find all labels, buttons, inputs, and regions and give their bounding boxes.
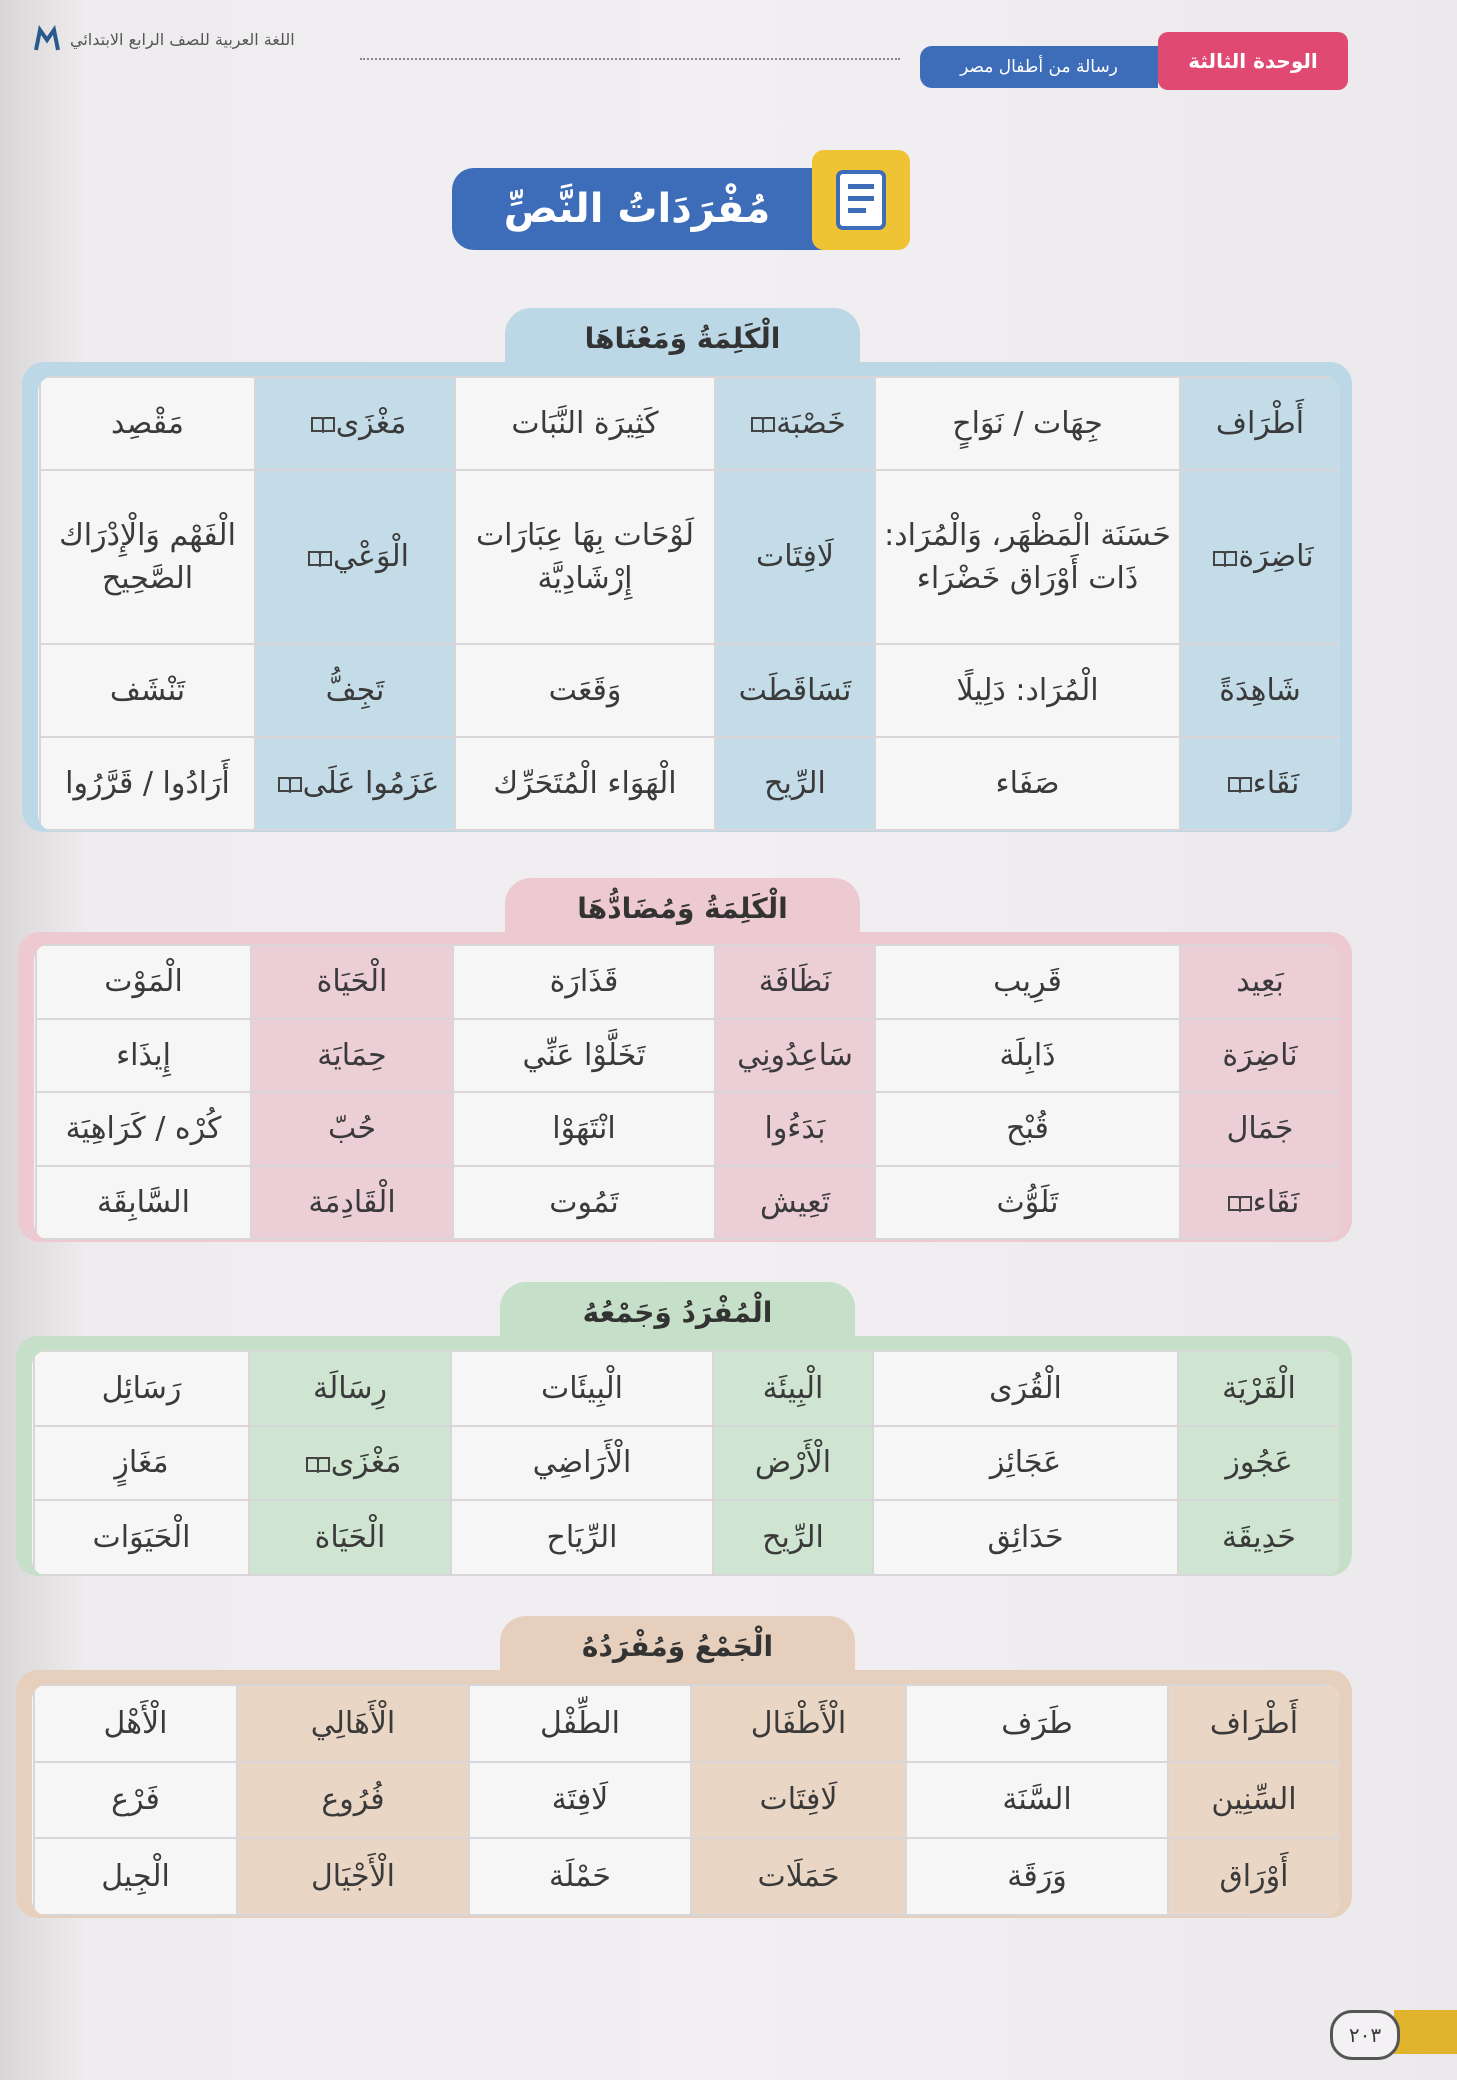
table-cell [453, 1166, 715, 1240]
table-row [36, 1019, 1340, 1093]
opposites-table [34, 944, 1340, 1240]
table-cell [34, 1426, 249, 1501]
table-row [34, 1500, 1340, 1575]
cell-text: الْفَهْم وَالْإِدْرَاك الصَّحِيح [59, 517, 236, 597]
table-cell [1180, 737, 1340, 830]
cell-text: مَغْزَى [335, 405, 407, 441]
table-cell [237, 1685, 469, 1762]
cell-text: إِيذَاء [116, 1037, 171, 1073]
cell-text: تَخَلَّوْا عَنِّي [522, 1037, 646, 1073]
cell-text: سَاعِدُونِي [737, 1037, 853, 1073]
header-divider [360, 58, 900, 60]
table-cell [255, 377, 455, 470]
cell-text: نَقَاء [1252, 1184, 1300, 1220]
plural-singular-table [32, 1684, 1340, 1916]
cell-text: الْأَرْض [754, 1445, 832, 1481]
table-cell [251, 1092, 453, 1166]
page-title: مُفْرَدَاتُ النَّصِّ [452, 168, 892, 250]
table-cell [875, 470, 1180, 644]
cell-text: حَدَائِق [987, 1519, 1064, 1555]
table-cell [40, 470, 255, 644]
singular-plural-table [32, 1350, 1340, 1576]
cell-text: لَوْحَات بِهَا عِبَارَات إِرْشَادِيَّة [475, 517, 695, 597]
table-cell [453, 1092, 715, 1166]
cell-text: نَاضِرَة [1238, 539, 1314, 575]
table-cell [34, 1351, 249, 1426]
table-cell [691, 1685, 906, 1762]
table-cell [34, 1762, 237, 1839]
table-cell [873, 1351, 1178, 1426]
cell-text: السِّنِين [1211, 1782, 1297, 1818]
book-icon [1227, 1194, 1253, 1212]
table-cell [715, 1166, 875, 1240]
table-cell [36, 945, 251, 1019]
table-cell [453, 945, 715, 1019]
cell-text: بَدَءُوا [764, 1111, 826, 1146]
table-cell [713, 1500, 873, 1575]
table-cell [691, 1762, 906, 1839]
table-cell [1180, 644, 1340, 737]
cell-text: أَرَادُوا / قَرَّرُوا [65, 765, 230, 801]
cell-text: قَرِيب [993, 964, 1062, 999]
cell-text: لَافِتَات [756, 539, 834, 575]
notebook-icon [812, 150, 910, 250]
cell-text: تَمُوت [549, 1184, 619, 1220]
table-row [40, 644, 1340, 737]
book-title: اللغة العربية للصف الرابع الابتدائي [70, 30, 295, 49]
table-cell [906, 1685, 1168, 1762]
cell-text: فُرُوع [321, 1782, 385, 1818]
table-row [36, 1166, 1340, 1240]
table-row [34, 1838, 1340, 1915]
cell-text: الْمَوْت [104, 964, 183, 999]
cell-text: الْأَطْفَال [750, 1705, 847, 1741]
cell-text: السَّنَة [1002, 1782, 1072, 1818]
cell-text: أَطْرَاف [1209, 1705, 1299, 1741]
meanings-title: الْكَلِمَةُ وَمَعْنَاهَا [505, 308, 860, 368]
table-cell [715, 945, 875, 1019]
table-cell [453, 1019, 715, 1093]
table-cell [1168, 1838, 1340, 1915]
cell-text: الْحَيَوَات [92, 1519, 191, 1555]
table-cell [469, 1838, 691, 1915]
table-cell [691, 1838, 906, 1915]
book-icon [277, 775, 303, 793]
cell-text: نَقَاء [1252, 765, 1300, 801]
table-cell [40, 644, 255, 737]
book-icon [750, 415, 776, 433]
cell-text: مَغْزَى [330, 1445, 402, 1481]
cell-text: حَمْلَة [549, 1858, 611, 1894]
table-row [34, 1351, 1340, 1426]
cell-text: تَنْشَف [109, 672, 186, 708]
cell-text: حَمَلَات [757, 1858, 840, 1894]
cell-text: عَجُوز [1225, 1445, 1293, 1481]
table-cell [36, 1019, 251, 1093]
table-cell [1180, 1019, 1340, 1093]
opposites-title: الْكَلِمَةُ وَمُضَادُّهَا [505, 878, 860, 938]
cell-text: قُبْح [1006, 1111, 1049, 1146]
table-cell [34, 1838, 237, 1915]
table-cell [251, 1166, 453, 1240]
cell-text: تَجِفُّ [325, 672, 385, 708]
table-cell [715, 644, 875, 737]
table-cell [455, 377, 715, 470]
table-row [40, 470, 1340, 644]
cell-text: جَمَال [1226, 1111, 1294, 1146]
table-cell [1180, 1166, 1340, 1240]
cell-text: طَرَف [1001, 1705, 1073, 1741]
lesson-label: رسالة من أطفال مصر [920, 46, 1158, 88]
cell-text: قَذَارَة [549, 964, 619, 999]
cell-text: خَصْبَة [776, 405, 846, 441]
table-cell [255, 644, 455, 737]
cell-text: الرِّيح [762, 1519, 824, 1555]
cell-text: شَاهِدَةً [1219, 672, 1301, 708]
cell-text: مَقْصِد [110, 405, 184, 441]
table-cell [713, 1351, 873, 1426]
cell-text: مَغَازٍ [114, 1445, 169, 1481]
cell-text: صَفَاء [995, 765, 1060, 801]
table-cell [715, 737, 875, 830]
table-cell [469, 1762, 691, 1839]
cell-text: الْقَادِمَة [308, 1184, 396, 1220]
cell-text: كُرْه / كَرَاهِيَة [65, 1111, 222, 1146]
table-cell [451, 1426, 713, 1501]
cell-text: حَسَنَة الْمَظْهَر، وَالْمُرَاد: ذَات أَوْرَاق خَضْرَاء [884, 517, 1171, 597]
table-cell [451, 1351, 713, 1426]
cell-text: انْتَهَوْا [552, 1111, 616, 1146]
cell-text: الْأَهَالِي [310, 1705, 396, 1741]
book-icon [307, 549, 333, 567]
table-cell [1180, 1092, 1340, 1166]
table-cell [906, 1838, 1168, 1915]
table-cell [34, 1500, 249, 1575]
cell-text: كَثِيرَة النَّبَات [511, 405, 659, 441]
cell-text: أَوْرَاق [1219, 1858, 1289, 1894]
cell-text: لَافِتَة [551, 1782, 609, 1818]
table-cell [469, 1685, 691, 1762]
table-cell [455, 470, 715, 644]
cell-text: تَسَاقَطَت [738, 672, 852, 708]
cell-text: الْبِيئَة [762, 1370, 824, 1406]
cell-text: فَرْع [111, 1782, 160, 1818]
table-cell [249, 1500, 451, 1575]
table-cell [34, 1685, 237, 1762]
cell-text: لَافِتَات [759, 1782, 838, 1818]
table-cell [875, 1019, 1180, 1093]
table-cell [1180, 945, 1340, 1019]
table-cell [873, 1500, 1178, 1575]
table-cell [715, 1092, 875, 1166]
table-row [34, 1685, 1340, 1762]
table-cell [715, 470, 875, 644]
cell-text: حُبّ [327, 1111, 376, 1146]
table-cell [36, 1166, 251, 1240]
table-cell [455, 644, 715, 737]
cell-text: عَزَمُوا عَلَى [302, 765, 440, 801]
cell-text: الرِّيَاح [546, 1519, 618, 1555]
cell-text: نَظَافَة [758, 964, 832, 999]
cell-text: الرِّيح [764, 765, 826, 801]
table-cell [1180, 470, 1340, 644]
cell-text: وَقَعَت [548, 672, 622, 708]
page-number: ٢٠٣ [1330, 2010, 1400, 2060]
cell-text: الْحَيَاة [314, 1519, 386, 1555]
table-cell [1178, 1351, 1340, 1426]
cell-text: السَّابِقَة [97, 1184, 190, 1220]
cell-text: جِهَات / نَوَاحٍ [952, 405, 1103, 441]
cell-text: الْأَرَاضِي [532, 1445, 632, 1481]
cell-text: الْبِيئَات [540, 1370, 624, 1406]
table-cell [249, 1426, 451, 1501]
table-cell [875, 1092, 1180, 1166]
cell-text: تَعِيش [759, 1184, 831, 1220]
book-icon [310, 415, 336, 433]
book-icon [305, 1455, 331, 1473]
table-cell [1168, 1685, 1340, 1762]
plural-singular-title: الْجَمْعُ وَمُفْرَدُهُ [500, 1616, 855, 1676]
cell-text: عَجَائِز [989, 1445, 1062, 1481]
cell-text: الْوَعْي [333, 539, 409, 575]
table-cell [906, 1762, 1168, 1839]
cell-text: أَطْرَاف [1215, 405, 1305, 441]
cell-text: الطِّفْل [540, 1705, 620, 1741]
table-row [34, 1426, 1340, 1501]
table-row [36, 945, 1340, 1019]
meanings-table [38, 376, 1340, 831]
table-cell [249, 1351, 451, 1426]
table-cell [40, 737, 255, 830]
table-cell [1178, 1426, 1340, 1501]
table-cell [251, 945, 453, 1019]
table-cell [875, 945, 1180, 1019]
cell-text: الْهَوَاء الْمُتَحَرِّك [493, 765, 677, 801]
cell-text: الْجِيل [101, 1858, 170, 1894]
table-row [40, 737, 1340, 830]
table-cell [255, 737, 455, 830]
table-cell [875, 644, 1180, 737]
cell-text: رَسَائِل [101, 1370, 182, 1406]
table-cell [1178, 1500, 1340, 1575]
singular-plural-title: الْمُفْرَدُ وَجَمْعُهُ [500, 1282, 855, 1342]
cell-text: حَدِيقَة [1222, 1519, 1296, 1555]
cell-text: الْأَهْل [103, 1705, 168, 1741]
cell-text: تَلَوُّث [996, 1184, 1059, 1220]
table-cell [715, 377, 875, 470]
cell-text: ذَابِلَة [999, 1037, 1056, 1073]
table-cell [251, 1019, 453, 1093]
logo-icon [30, 22, 64, 56]
table-row [34, 1762, 1340, 1839]
cell-text: بَعِيد [1236, 964, 1284, 999]
cell-text: الْقُرَى [989, 1370, 1062, 1406]
cell-text: الْأَجْيَال [311, 1858, 395, 1894]
table-cell [451, 1500, 713, 1575]
table-cell [1180, 377, 1340, 470]
table-cell [873, 1426, 1178, 1501]
table-row [36, 1092, 1340, 1166]
book-icon [1227, 775, 1253, 793]
cell-text: حِمَايَة [317, 1037, 387, 1073]
table-cell [455, 737, 715, 830]
cell-text: رِسَالَة [313, 1370, 387, 1406]
table-cell [715, 1019, 875, 1093]
table-cell [255, 470, 455, 644]
table-row [40, 377, 1340, 470]
table-cell [875, 737, 1180, 830]
table-cell [237, 1762, 469, 1839]
table-cell [875, 377, 1180, 470]
cell-text: وَرَقَة [1007, 1858, 1067, 1894]
cell-text: الْمُرَاد: دَلِيلًا [956, 672, 1099, 708]
table-cell [237, 1838, 469, 1915]
cell-text: نَاضِرَة [1222, 1037, 1298, 1073]
table-cell [875, 1166, 1180, 1240]
unit-label: الوحدة الثالثة [1158, 32, 1348, 90]
page-number-bar [1394, 2010, 1457, 2054]
table-cell [1168, 1762, 1340, 1839]
cell-text: الْحَيَاة [316, 964, 388, 999]
book-icon [1212, 549, 1238, 567]
table-cell [713, 1426, 873, 1501]
table-cell [40, 377, 255, 470]
cell-text: الْقَرْيَة [1222, 1370, 1296, 1406]
table-cell [36, 1092, 251, 1166]
